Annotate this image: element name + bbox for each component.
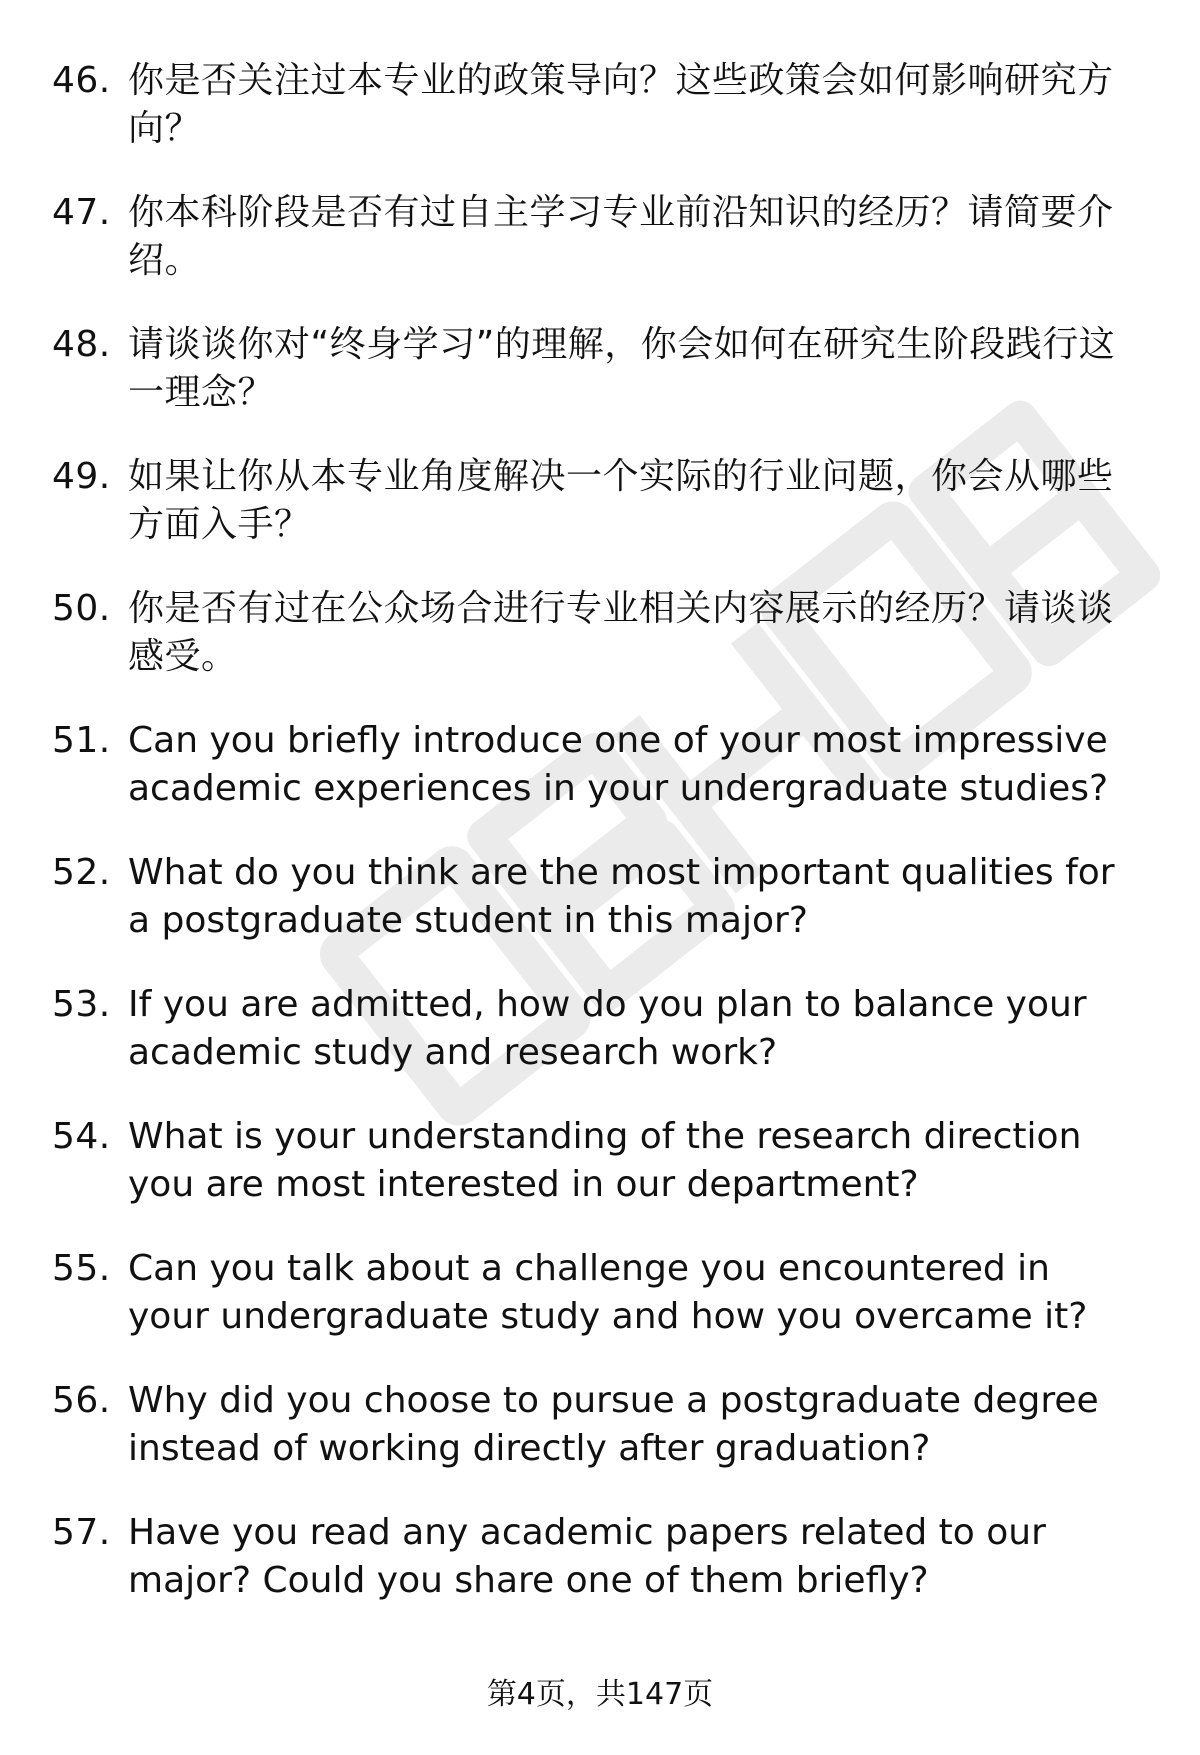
question-text: 你是否关注过本专业的政策导向？这些政策会如何影响研究方向？ bbox=[128, 60, 1114, 149]
list-item bbox=[0, 1377, 1200, 1509]
question-number: 52. bbox=[52, 852, 111, 893]
question-text: Can you talk about a challenge you encountered in your undergraduate study and how you overcame it? bbox=[128, 1248, 1088, 1337]
list-item bbox=[0, 981, 1200, 1113]
list-item bbox=[0, 189, 1200, 321]
question-number: 49. bbox=[52, 456, 111, 497]
question-text: If you are admitted, how do you plan to balance your academic study and research work? bbox=[128, 984, 1087, 1073]
question-text: 如果让你从本专业角度解决一个实际的行业问题，你会从哪些方面入手？ bbox=[128, 456, 1114, 545]
list-item bbox=[0, 1113, 1200, 1245]
list-item bbox=[0, 585, 1200, 717]
question-text: What do you think are the most important qualities for a postgraduate student in this major? bbox=[128, 852, 1115, 941]
question-number: 53. bbox=[52, 984, 111, 1025]
list-item bbox=[0, 321, 1200, 453]
question-number: 48. bbox=[52, 324, 111, 365]
list-item bbox=[0, 717, 1200, 849]
question-text: Have you read any academic papers related to our major? Could you share one of them briefly? bbox=[128, 1512, 1046, 1601]
page-indicator: 第4页，共147页 bbox=[486, 1677, 714, 1712]
question-text: 你本科阶段是否有过自主学习专业前沿知识的经历？请简要介绍。 bbox=[128, 192, 1114, 281]
question-number: 55. bbox=[52, 1248, 111, 1289]
question-number: 47. bbox=[52, 192, 111, 233]
list-item bbox=[0, 1245, 1200, 1377]
list-item bbox=[0, 1509, 1200, 1641]
question-number: 50. bbox=[52, 588, 111, 629]
question-number: 56. bbox=[52, 1380, 111, 1421]
question-text: What is your understanding of the research direction you are most interested in our department? bbox=[128, 1116, 1082, 1205]
list-item bbox=[0, 849, 1200, 981]
question-number: 57. bbox=[52, 1512, 111, 1553]
question-number: 51. bbox=[52, 720, 111, 761]
question-text: Can you briefly introduce one of your most impressive academic experiences in your undergraduate studies? bbox=[128, 720, 1109, 809]
question-number: 54. bbox=[52, 1116, 111, 1157]
question-text: 请谈谈你对“终身学习”的理解，你会如何在研究生阶段践行这一理念？ bbox=[128, 324, 1116, 413]
question-text: 你是否有过在公众场合进行专业相关内容展示的经历？请谈谈感受。 bbox=[128, 588, 1114, 677]
question-list bbox=[0, 57, 1200, 1641]
question-number: 46. bbox=[52, 60, 111, 101]
list-item bbox=[0, 57, 1200, 189]
question-text: Why did you choose to pursue a postgraduate degree instead of working directly after graduation? bbox=[128, 1380, 1099, 1469]
list-item bbox=[0, 453, 1200, 585]
